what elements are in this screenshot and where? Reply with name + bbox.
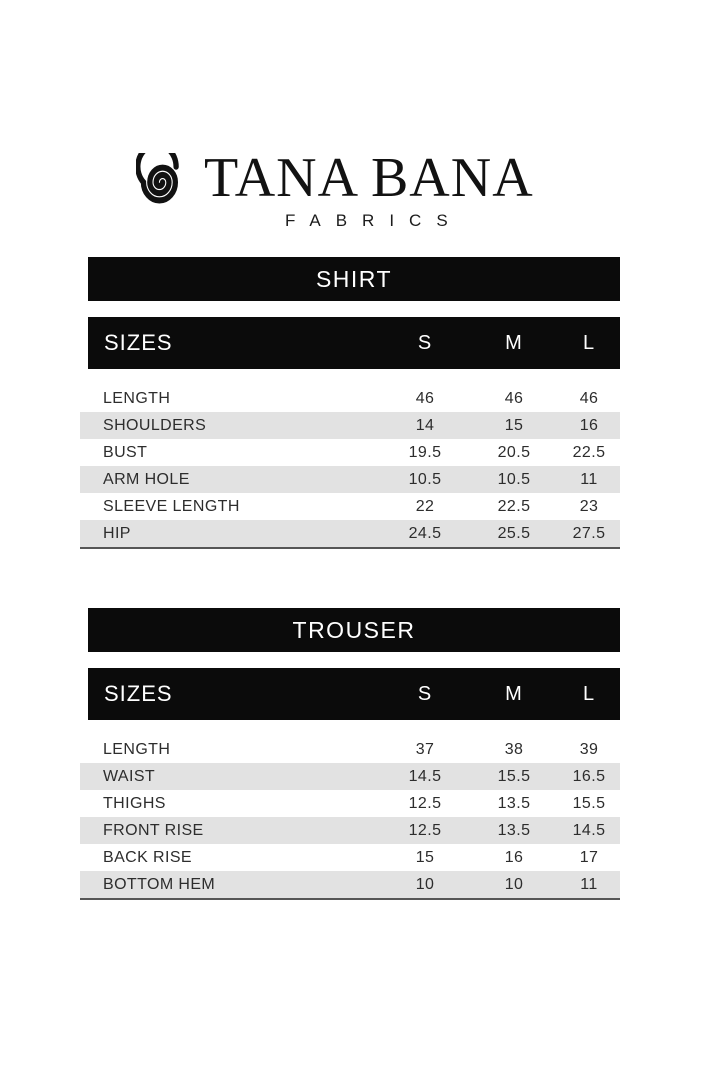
measurement-label: SHOULDERS: [103, 416, 207, 434]
trouser-measurement-rows: [80, 736, 620, 900]
measurement-label: LENGTH: [103, 740, 171, 758]
measurement-label: SLEEVE LENGTH: [103, 497, 240, 515]
value-m: 15: [504, 416, 524, 434]
table-row: [80, 817, 620, 844]
value-l: 11: [580, 875, 598, 893]
value-l: 22.5: [572, 443, 606, 461]
value-s: 14: [415, 416, 435, 434]
measurement-label: ARM HOLE: [103, 470, 190, 488]
shirt-column-header-bar: [88, 317, 620, 369]
value-l: 15.5: [572, 794, 606, 812]
table-row: [80, 385, 620, 412]
value-s: 22: [415, 497, 435, 515]
value-m: 46: [504, 389, 524, 407]
measurement-label: FRONT RISE: [103, 821, 204, 839]
column-header-m: M: [505, 331, 523, 354]
table-row: [80, 412, 620, 439]
value-l: 27.5: [572, 524, 606, 542]
measurement-label: HIP: [103, 524, 131, 542]
value-s: 24.5: [408, 524, 442, 542]
value-s: 12.5: [408, 821, 442, 839]
measurement-label: BACK RISE: [103, 848, 192, 866]
shirt-size-table: [0, 257, 720, 549]
value-m: 10.5: [497, 470, 531, 488]
value-l: 11: [580, 470, 598, 488]
measurement-label: BUST: [103, 443, 148, 461]
column-header-l: L: [582, 682, 596, 705]
column-header-m: M: [505, 682, 523, 705]
table-row: [80, 790, 620, 817]
value-m: 25.5: [497, 524, 531, 542]
shirt-measurement-rows: [80, 385, 620, 549]
value-l: 23: [579, 497, 599, 515]
table-row: [80, 520, 620, 547]
measurement-label: LENGTH: [103, 389, 171, 407]
table-row: [80, 439, 620, 466]
trouser-column-header-bar: [88, 668, 620, 720]
brand-name: TANA BANA: [204, 147, 534, 209]
table-row: [80, 466, 620, 493]
value-l: 16.5: [572, 767, 606, 785]
table-row: [80, 493, 620, 520]
brand-wordmark: [204, 147, 534, 231]
value-s: 10: [415, 875, 435, 893]
value-l: 39: [579, 740, 599, 758]
column-header-s: S: [417, 331, 433, 354]
brand-subtitle: FABRICS: [284, 211, 463, 230]
value-l: 17: [579, 848, 599, 866]
table-title: SHIRT: [315, 265, 393, 292]
trouser-size-table: [0, 608, 720, 900]
value-s: 15: [415, 848, 435, 866]
trouser-title-bar: [88, 608, 620, 652]
spiral-logo-icon: [136, 153, 186, 209]
table-title: TROUSER: [292, 616, 416, 643]
value-m: 13.5: [497, 821, 531, 839]
value-m: 16: [504, 848, 524, 866]
value-s: 12.5: [408, 794, 442, 812]
brand-header: [136, 147, 720, 231]
measurement-label: BOTTOM HEM: [103, 875, 216, 893]
value-s: 19.5: [408, 443, 442, 461]
value-m: 10: [504, 875, 524, 893]
column-header-l: L: [582, 331, 596, 354]
value-m: 13.5: [497, 794, 531, 812]
measurement-label: THIGHS: [103, 794, 166, 812]
table-row: [80, 736, 620, 763]
value-l: 14.5: [572, 821, 606, 839]
value-m: 15.5: [497, 767, 531, 785]
value-s: 37: [415, 740, 435, 758]
column-header-s: S: [417, 682, 433, 705]
measurement-label: WAIST: [103, 767, 156, 785]
value-l: 46: [579, 389, 599, 407]
value-m: 20.5: [497, 443, 531, 461]
table-row: [80, 763, 620, 790]
value-s: 10.5: [408, 470, 442, 488]
shirt-title-bar: [88, 257, 620, 301]
column-header-sizes: SIZES: [104, 681, 173, 706]
value-m: 38: [504, 740, 524, 758]
value-l: 16: [579, 416, 599, 434]
table-row: [80, 871, 620, 898]
value-s: 46: [415, 389, 435, 407]
column-header-sizes: SIZES: [104, 330, 173, 355]
table-row: [80, 844, 620, 871]
value-s: 14.5: [408, 767, 442, 785]
value-m: 22.5: [497, 497, 531, 515]
